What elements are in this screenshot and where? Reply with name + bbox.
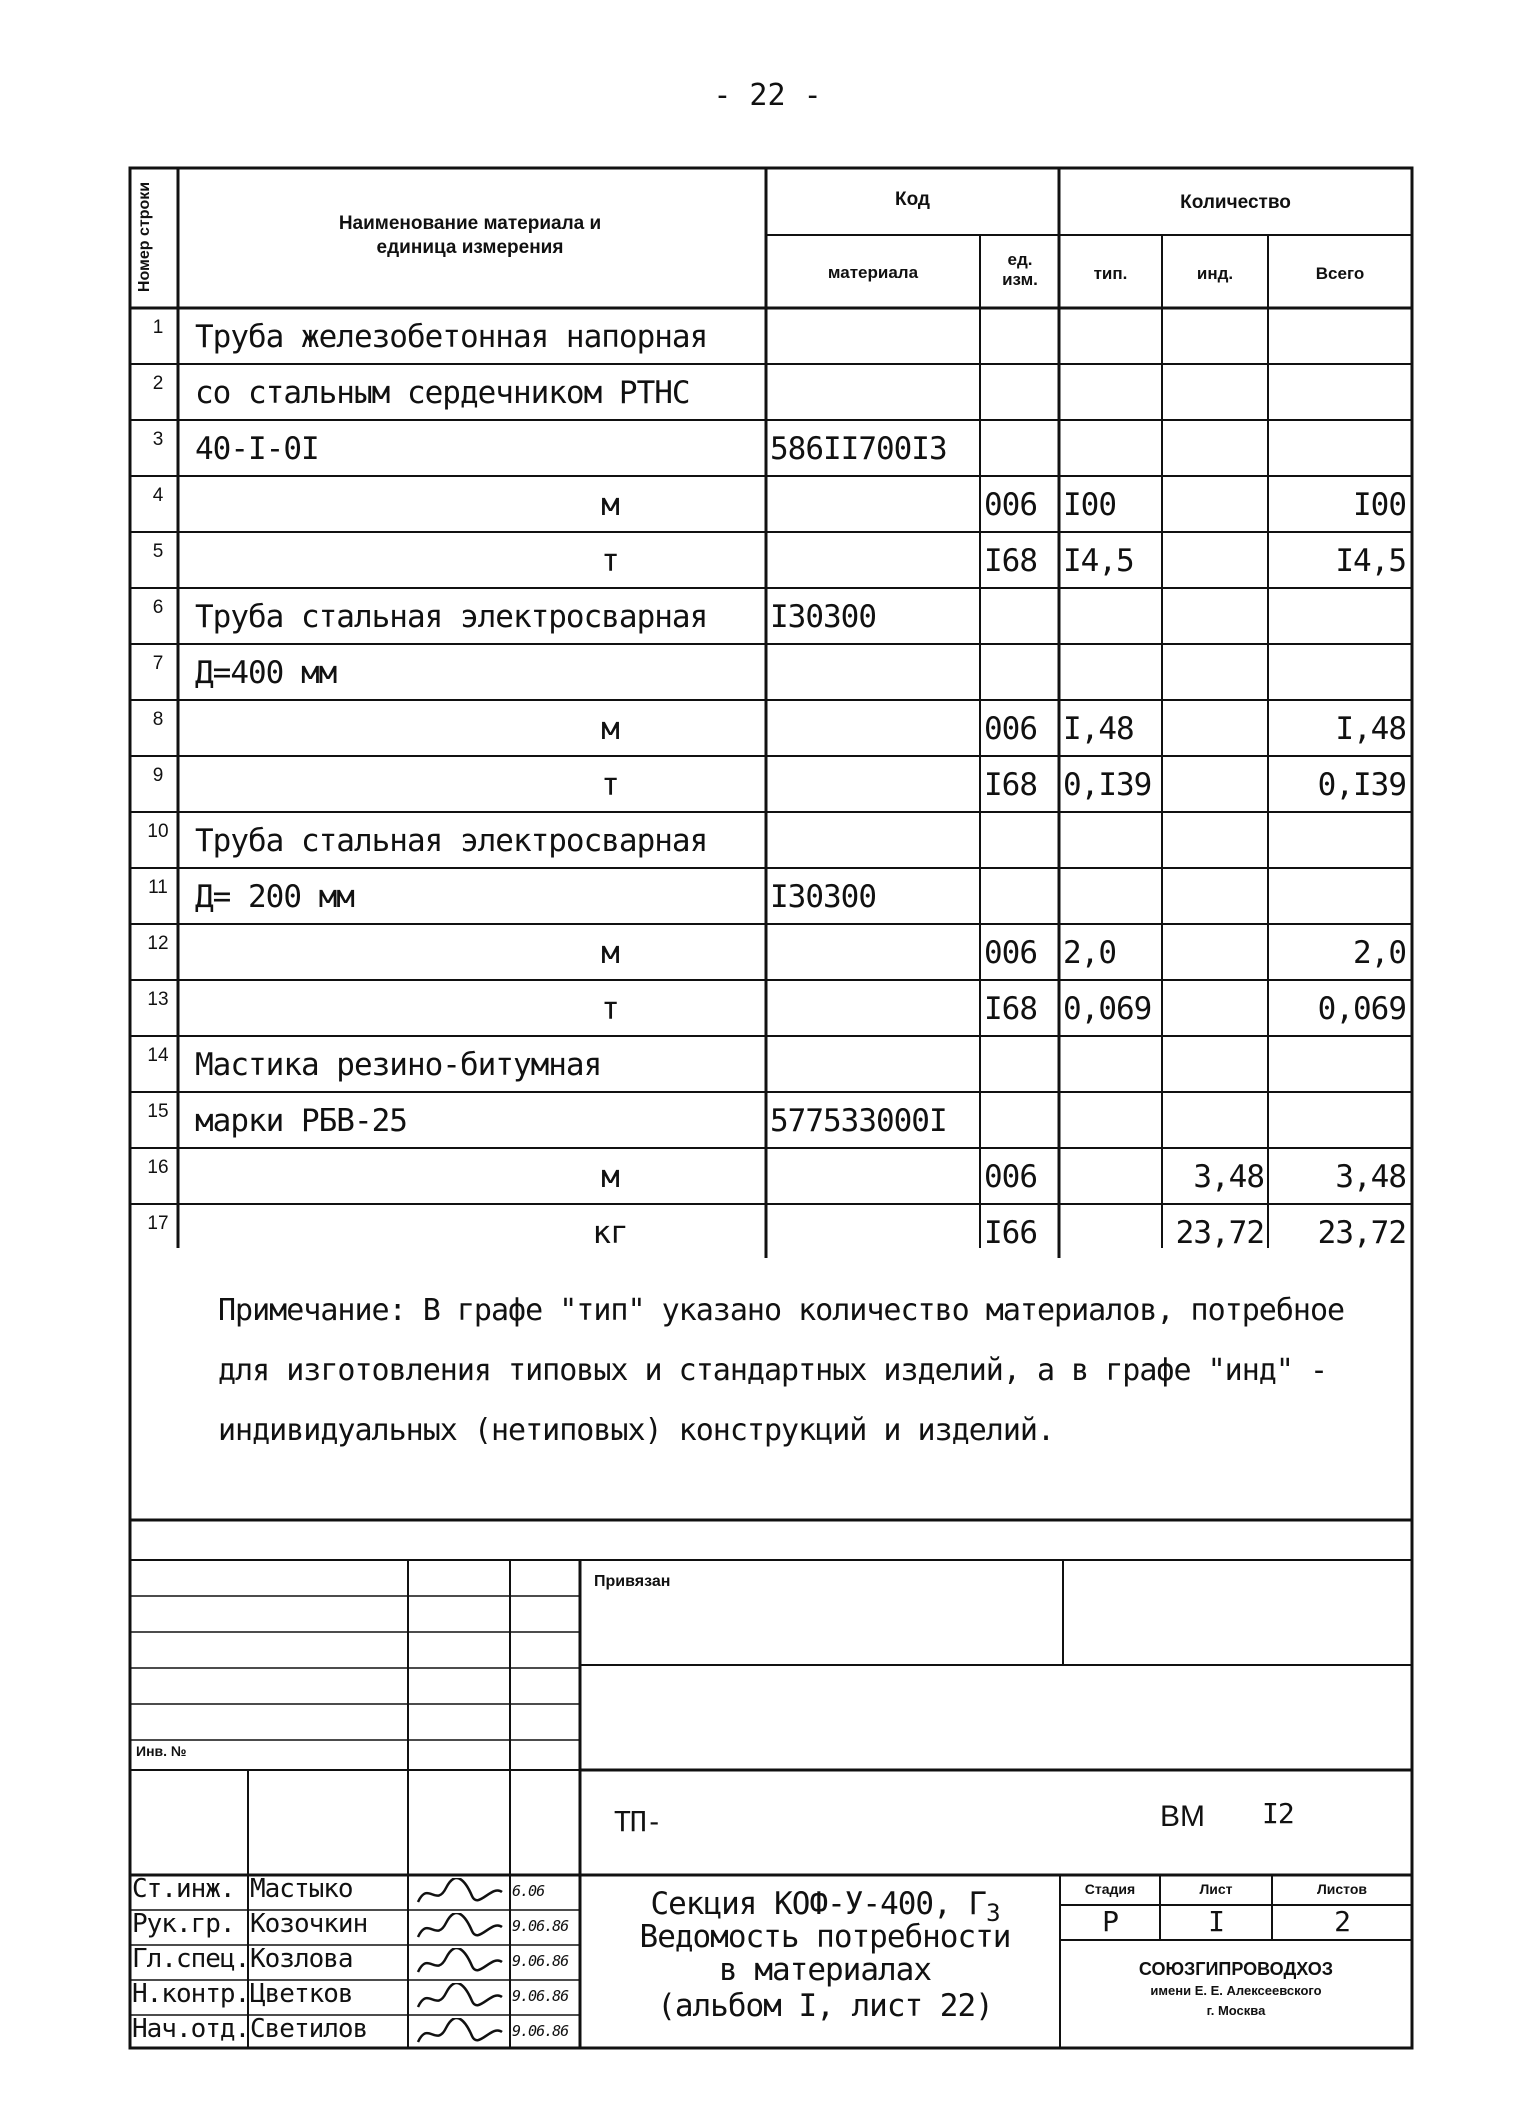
stage-label: Стадия [1084, 1881, 1136, 1897]
material-code: 577533000I [770, 1103, 947, 1139]
drawing-title-line-4: (альбом I, лист 22) [657, 1988, 993, 2024]
row-number: 10 [147, 821, 169, 842]
unit-name: м [601, 935, 619, 971]
drawing-title-line-3: в материалах [719, 1952, 931, 1988]
quantity-header: Количество [1180, 192, 1291, 213]
row-number: 8 [152, 709, 164, 730]
sheets-label: Листов [1316, 1881, 1368, 1897]
signature-scribble [414, 1948, 506, 1978]
qty-type: I,48 [1063, 711, 1134, 747]
row-number: 2 [152, 373, 164, 394]
unit-code: I66 [984, 1215, 1037, 1251]
unit-code: I68 [984, 767, 1037, 803]
material-code: I30300 [770, 879, 876, 915]
qty-total: I,48 [1335, 711, 1406, 747]
qty-total: I4,5 [1335, 543, 1406, 579]
signer-name: Цветков [250, 1979, 353, 2009]
qty-type: 2,0 [1063, 935, 1116, 971]
row-number: 17 [147, 1213, 169, 1234]
row-number: 11 [148, 877, 168, 898]
row-number: 5 [152, 541, 164, 562]
qty-total: 0,I39 [1317, 767, 1406, 803]
code-unit-header: ед. изм. [1002, 250, 1038, 289]
unit-name: т [601, 991, 619, 1027]
signer-role: Гл.спец. [132, 1944, 250, 1974]
material-name: Труба стальная электросварная [195, 823, 708, 859]
code-header: Код [894, 189, 930, 210]
unit-code: I68 [984, 991, 1037, 1027]
unit-name: кг [592, 1215, 628, 1251]
material-name: Труба стальная электросварная [195, 599, 708, 635]
unit-name: м [601, 487, 619, 523]
qty-ind: 23,72 [1175, 1215, 1264, 1251]
material-code: I30300 [770, 599, 876, 635]
document-code: ТП- [614, 1805, 662, 1838]
organization-city: г. Москва [1206, 2003, 1266, 2018]
unit-code: 006 [984, 935, 1037, 971]
row-number: 13 [147, 989, 169, 1010]
qty-total: I00 [1353, 487, 1406, 523]
qty-total: 0,069 [1317, 991, 1406, 1027]
sheet-code: ВМ [1160, 1800, 1205, 1833]
organization-name: СОЮЗГИПРОВОДХОЗ [1138, 1959, 1334, 1979]
qty-type: I4,5 [1063, 543, 1134, 579]
row-number: 12 [147, 933, 169, 954]
qty-ind: 3,48 [1193, 1159, 1264, 1195]
signature-scribble [414, 2018, 506, 2048]
privyazan-label: Привязан [594, 1573, 671, 1590]
drawing-title-line-2: Ведомость потребности [639, 1919, 1011, 1955]
signature-scribble [414, 1913, 506, 1943]
material-name: 40-I-0I [195, 431, 319, 467]
title-main: Секция КОФ-У-400, Г [650, 1886, 987, 1922]
signer-name: Козлова [250, 1944, 353, 1974]
row-number: 6 [152, 597, 164, 618]
material-name: марки РБВ-25 [195, 1103, 407, 1139]
row-number: 15 [147, 1101, 169, 1122]
material-name: Труба железобетонная напорная [195, 319, 708, 355]
qty-total: 2,0 [1353, 935, 1406, 971]
qty-total-header: Всего [1315, 264, 1365, 283]
signer-role: Н.контр. [132, 1979, 250, 2009]
note-line-1: Примечание: В графе "тип" указано количество материалов, потребное [218, 1293, 1345, 1328]
unit-name: т [601, 767, 619, 803]
unit-name: м [601, 1159, 619, 1195]
row-number: 4 [152, 485, 164, 506]
signer-name: Светилов [250, 2014, 368, 2044]
organization-named-after: имени Е. Е. Алексеевского [1150, 1983, 1322, 1998]
row-number: 9 [152, 765, 164, 786]
note-line-2: для изготовления типовых и стандартных изделий, а в графе "инд" - [218, 1353, 1327, 1388]
signature-date: 9.06.86 [512, 1987, 569, 2005]
signer-name: Мастыко [250, 1874, 353, 1904]
unit-name: м [601, 711, 619, 747]
signer-role: Рук.гр. [132, 1909, 235, 1939]
signature-date: 9.06.86 [512, 2022, 569, 2040]
material-name: Д= 200 мм [195, 879, 354, 915]
material-code: 586II700I3 [770, 431, 947, 467]
unit-code: 006 [984, 487, 1037, 523]
signature-date: 6.06 [512, 1882, 545, 1900]
stage-value: Р [1102, 1905, 1118, 1938]
row-number: 16 [147, 1157, 169, 1178]
qty-type-header: тип. [1093, 264, 1128, 283]
material-name: Мастика резино-битумная [195, 1047, 602, 1083]
signer-role: Ст.инж. [132, 1874, 235, 1904]
qty-ind-header: инд. [1196, 264, 1234, 283]
row-number: 1 [152, 317, 164, 338]
note-line-3: индивидуальных (нетиповых) конструкций и изделий. [218, 1413, 1055, 1448]
qty-type: 0,I39 [1063, 767, 1152, 803]
qty-total: 3,48 [1335, 1159, 1406, 1195]
title-subscript: 3 [986, 1899, 1000, 1928]
row-number: 14 [147, 1045, 169, 1066]
row-number: 7 [152, 653, 164, 674]
signer-name: Козочкин [250, 1909, 368, 1939]
row-number: 3 [152, 429, 164, 450]
qty-total: 23,72 [1317, 1215, 1406, 1251]
sheet-value: I [1208, 1905, 1224, 1938]
sheets-value: 2 [1334, 1905, 1350, 1938]
signature-scribble [414, 1878, 506, 1908]
inventory-number-label: Инв. № [136, 1743, 187, 1759]
signature-scribble [414, 1983, 506, 2013]
page-number: - 22 - [713, 78, 822, 113]
unit-name: т [601, 543, 619, 579]
qty-type: I00 [1063, 487, 1116, 523]
material-name: Д=400 мм [195, 655, 337, 691]
signer-role: Нач.отд. [132, 2014, 250, 2044]
name-header: Наименование материала и единица измерения [338, 213, 602, 258]
material-name: со стальным сердечником РТНС [195, 375, 690, 411]
unit-code: 006 [984, 1159, 1037, 1195]
row-number-header: Номер строки [136, 181, 153, 293]
code-material-header: материала [827, 263, 919, 282]
sheet-code-number: I2 [1262, 1797, 1294, 1830]
signature-date: 9.06.86 [512, 1952, 569, 1970]
signature-date: 9.06.86 [512, 1917, 569, 1935]
unit-code: I68 [984, 543, 1037, 579]
qty-type: 0,069 [1063, 991, 1152, 1027]
unit-code: 006 [984, 711, 1037, 747]
sheet-label: Лист [1199, 1881, 1233, 1897]
